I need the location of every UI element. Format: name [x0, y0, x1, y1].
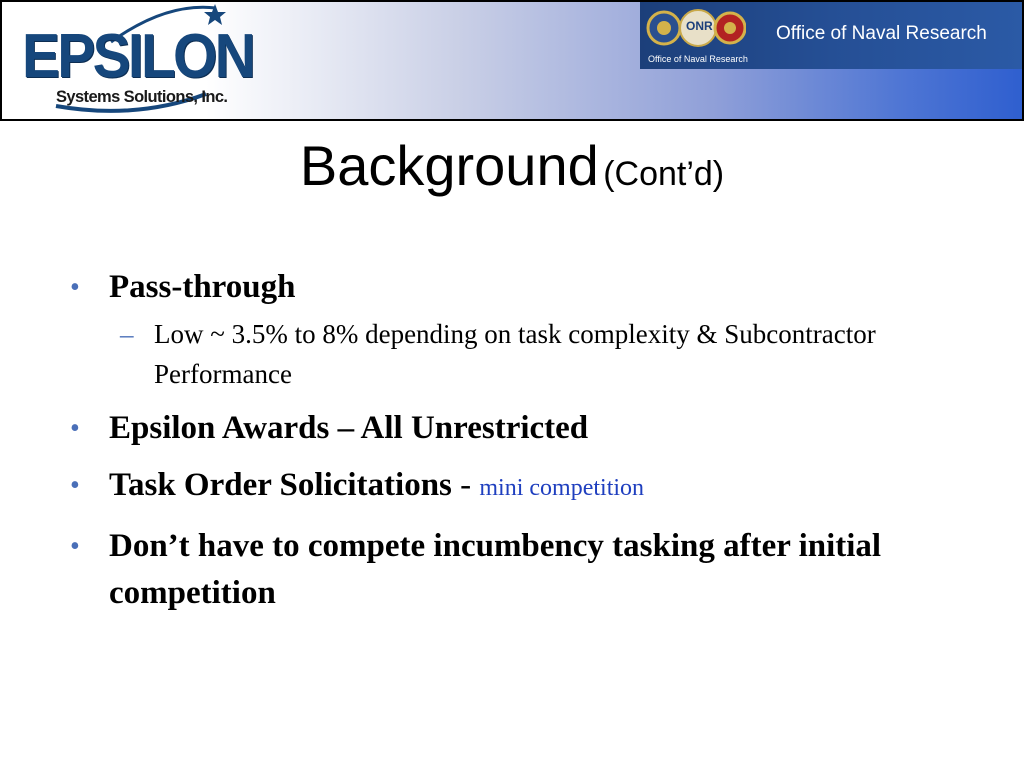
bullet-dot-icon: •: [70, 413, 80, 444]
sub-bullet-item: [70, 314, 970, 394]
highlight-text: mini competition: [479, 475, 645, 501]
bullet-dot-icon: •: [70, 272, 80, 303]
title-sub: (Cont’d): [603, 155, 725, 193]
bullet-separator: -: [451, 467, 480, 503]
onr-emblem-text: ONR: [686, 19, 713, 33]
bullet-item: [70, 463, 970, 511]
bullet-text: Don’t have to compete incumbency tasking after initial competition: [109, 528, 882, 611]
logo-tagline: Systems Solutions, Inc.: [56, 88, 228, 106]
bullet-list: [70, 265, 970, 617]
bullet-item: [70, 265, 970, 310]
bullet-text: Epsilon Awards – All Unrestricted: [109, 410, 589, 446]
slide-title: [0, 133, 1024, 198]
epsilon-logo: [16, 2, 254, 119]
bullet-item: [70, 406, 970, 451]
title-main: Background: [299, 134, 599, 197]
onr-small-label: Office of Naval Research: [648, 54, 748, 64]
bullet-dot-icon: •: [70, 470, 80, 501]
onr-banner: [640, 2, 1024, 69]
bullet-text: Pass-through: [109, 269, 296, 305]
bullet-item: [70, 523, 970, 617]
logo-word: EPSILON: [22, 22, 254, 91]
sub-bullet-text: Low ~ 3.5% to 8% depending on task complexity & Subcontractor Performance: [154, 319, 876, 389]
onr-title: Office of Naval Research: [776, 23, 987, 44]
slide-header: [0, 0, 1024, 121]
bullet-text: Task Order Solicitations: [109, 467, 452, 503]
dash-icon: –: [120, 319, 134, 349]
bullet-dot-icon: •: [70, 531, 80, 562]
